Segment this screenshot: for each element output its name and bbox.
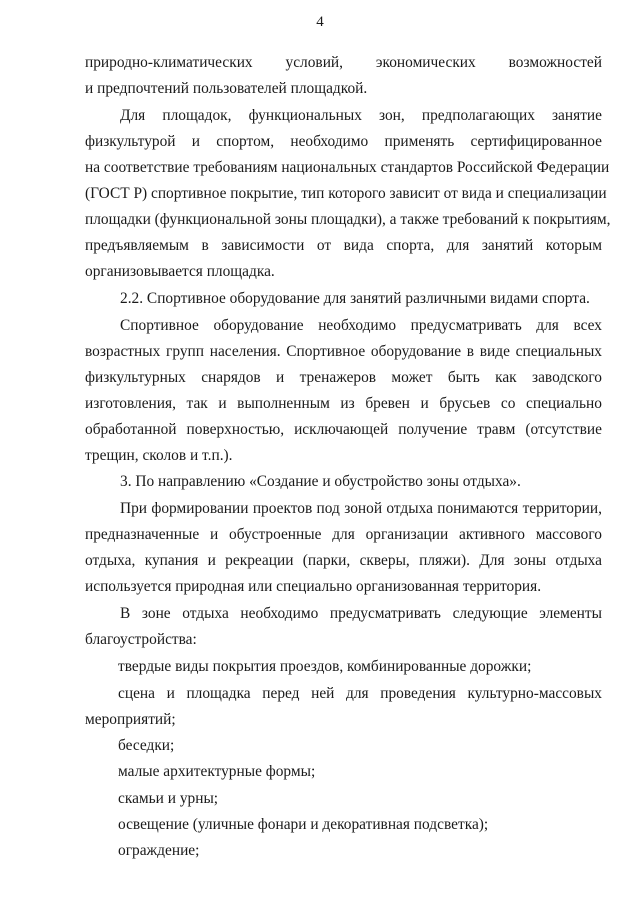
text-line: физкультурой и спортом, необходимо применять сертифицированное (85, 133, 602, 150)
text-line: изготовления, так и выполненным из бревен и брусьев со специально (85, 395, 602, 412)
text-line: отдыха, купания и рекреации (парки, скверы, пляжи). Для зоны отдыха (85, 552, 602, 569)
list-item: мероприятий; (85, 711, 176, 728)
text-line: площадки (функциональной зоны площадки), а также требований к покрытиям, (85, 211, 611, 228)
text-line: природно-климатических условий, экономических возможностей (85, 54, 602, 71)
text-line: организовывается площадка. (85, 263, 275, 280)
list-item: скамьи и урны; (118, 790, 219, 807)
text-line: предназначенные и обустроенные для организации активного массового (85, 526, 602, 543)
text-line: трещин, сколов и т.п.). (85, 447, 233, 464)
text-line: используется природная или специально организованная территория. (85, 578, 542, 595)
text-line: возрастных групп населения. Спортивное оборудование в виде специальных (85, 343, 602, 360)
text-line: предъявляемым в зависимости от вида спорта, для занятий которым (85, 237, 602, 254)
list-item: твердые виды покрытия проездов, комбинированные дорожки; (118, 658, 532, 675)
text-line: на соответствие требованиям национальных стандартов Российской Федерации (85, 159, 610, 176)
text-line: В зоне отдыха необходимо предусматривать следующие элементы (120, 605, 602, 622)
text-line: физкультурных снарядов и тренажеров может быть как заводского (85, 369, 602, 386)
section-heading: 3. По направлению «Создание и обустройство зоны отдыха». (120, 473, 521, 490)
text-line: (ГОСТ Р) спортивное покрытие, тип которого зависит от вида и специализации (85, 185, 607, 202)
text-line: благоустройства: (85, 631, 197, 648)
text-line: Спортивное оборудование необходимо предусматривать для всех (120, 317, 602, 334)
list-item: малые архитектурные формы; (118, 763, 316, 780)
text-line: При формировании проектов под зоной отдыха понимаются территории, (120, 500, 602, 517)
section-heading: 2.2. Спортивное оборудование для занятий различными видами спорта. (120, 290, 590, 307)
text-line: и предпочтений пользователей площадкой. (85, 80, 368, 97)
list-item: ограждение; (118, 842, 200, 859)
list-item: беседки; (118, 737, 175, 754)
page-number: 4 (316, 14, 324, 30)
text-line: обработанной поверхностью, исключающей получение травм (отсутствие (85, 421, 602, 438)
list-item: освещение (уличные фонари и декоративная подсветка); (118, 816, 489, 833)
list-item: сцена и площадка перед ней для проведения культурно-массовых (118, 685, 602, 702)
text-line: Для площадок, функциональных зон, предполагающих занятие (120, 107, 602, 124)
